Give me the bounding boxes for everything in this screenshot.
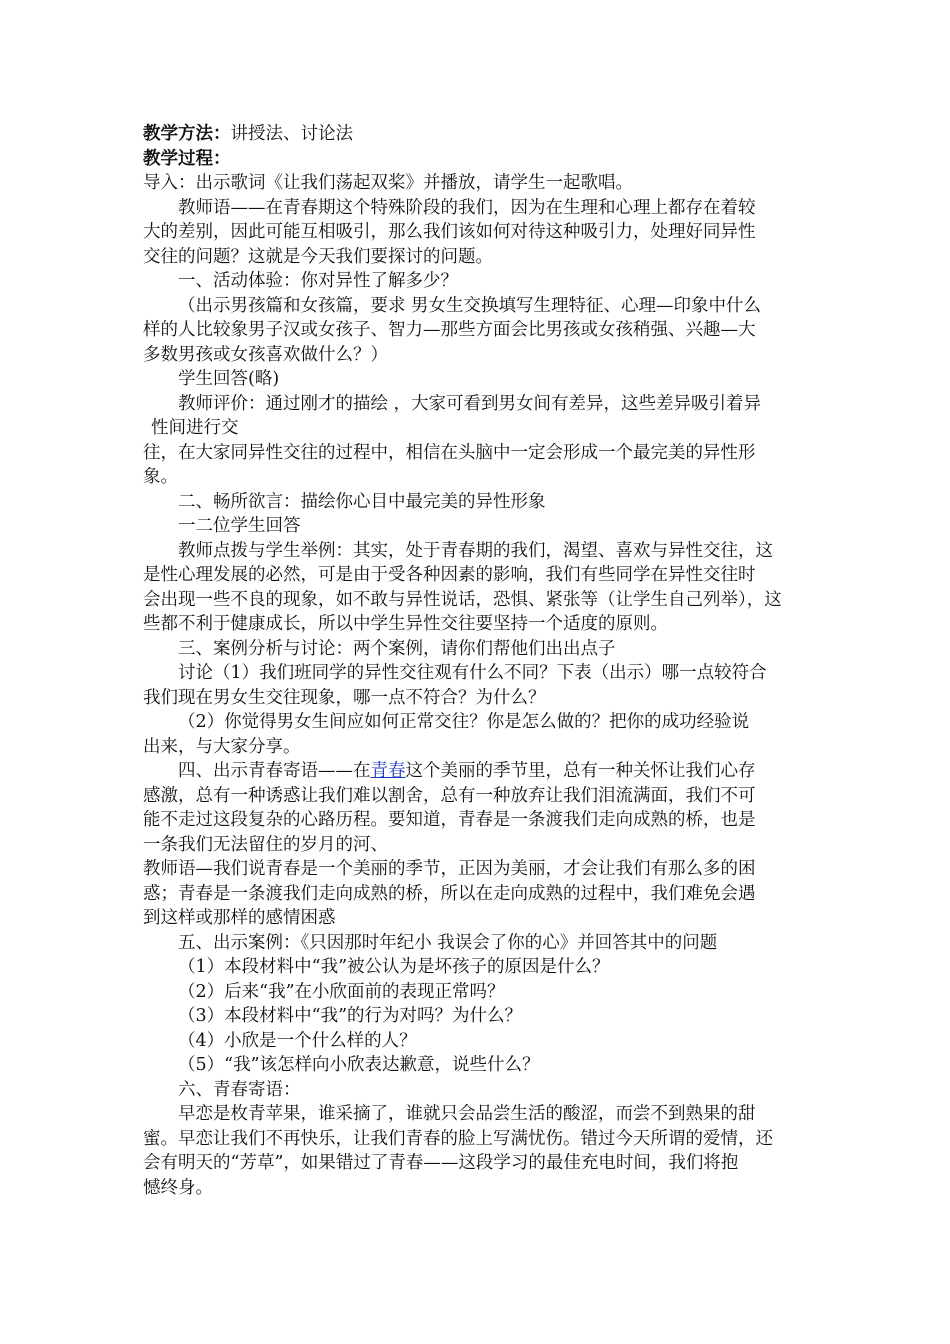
paragraph-line: 些都不利于健康成长，所以中学生异性交往要坚持一个适度的原则。 <box>143 614 668 634</box>
question-item: （1）本段材料中“我”被公认为是坏孩子的原因是什么？ <box>178 957 610 977</box>
paragraph-line: 教师语——在青春期这个特殊阶段的我们，因为在生理和心理上都存在着较 <box>178 197 756 218</box>
paragraph-line: 教师语—我们说青春是一个美丽的季节，正因为美丽，才会让我们有那么多的困 <box>143 859 756 879</box>
paragraph-line: 教师评价：通过刚才的描绘 ，大家可看到男女间有差异，这些差异吸引着异 <box>178 393 762 414</box>
section-heading-6: 六、青春寄语： <box>178 1079 301 1100</box>
teaching-method-line <box>143 122 811 147</box>
paragraph-line: 憾终身。 <box>143 1177 213 1198</box>
section-heading-4 <box>143 759 811 784</box>
question-item: （5）“我”该怎样向小欣表达歉意，说些什么？ <box>178 1055 540 1075</box>
paragraph-line: 大的差别，因此可能互相吸引，那么我们该如何对待这种吸引力，处理好同异性 <box>143 222 756 242</box>
paragraph-line: 我们现在男女生交往现象，哪一点不符合？为什么？ <box>143 687 546 708</box>
paragraph-line: 性间进行交 <box>151 418 239 438</box>
section-heading-5: 五、出示案例：《只因那时年纪小 我误会了你的心》并回答其中的问题 <box>178 932 718 953</box>
teaching-method-value: 讲授法、讨论法 <box>230 124 353 144</box>
paragraph-line: 教师点拨与学生举例：其实，处于青春期的我们，渴望、喜欢与异性交往，这 <box>178 540 773 561</box>
paragraph-line: （出示男孩篇和女孩篇，要求 男女生交换填写生理特征、心理—印象中什么 <box>178 295 762 316</box>
paragraph-line: 会出现一些不良的现象，如不敢与异性说话，恐惧、紧张等（让学生自己列举），这 <box>143 589 782 610</box>
paragraph-line: 能不走过这段复杂的心路历程。要知道，青春是一条渡我们走向成熟的桥，也是 <box>143 810 756 830</box>
paragraph-line: 往，在大家同异性交往的过程中，相信在头脑中一定会形成一个最完美的异性形 <box>143 442 756 463</box>
paragraph-line: 蜜。早恋让我们不再快乐，让我们青春的脸上写满忧伤。错过今天所谓的爱情，还 <box>143 1128 773 1149</box>
section-heading-1: 一、活动体验：你对异性了解多少？ <box>178 271 458 291</box>
paragraph-line: （2）你觉得男女生间应如何正常交往？你是怎么做的？把你的成功经验说 <box>178 712 750 732</box>
paragraph-line: 多数男孩或女孩喜欢做什么？） <box>143 344 388 365</box>
teaching-method-label: 教学方法： <box>143 124 231 144</box>
paragraph-line: 讨论（1）我们班同学的异性交往观有什么不同？下表（出示）哪一点较符合 <box>178 663 767 683</box>
question-item: （2）后来“我”在小欣面前的表现正常吗？ <box>178 981 505 1002</box>
section-heading-3: 三、案例分析与讨论：两个案例，请你们帮他们出出点子 <box>178 638 616 659</box>
qingchun-link[interactable]: 青春 <box>370 761 406 781</box>
question-item: （4）小欣是一个什么样的人？ <box>178 1030 417 1051</box>
section-heading-2: 二、畅所欲言：描绘你心目中最完美的异性形象 <box>178 491 546 512</box>
section-4-text-a: 四、出示青春寄语——在 <box>178 761 371 781</box>
paragraph-line: 一二位学生回答 <box>178 516 301 536</box>
paragraph-line: 是性心理发展的必然，可是由于受各种因素的影响，我们有些同学在异性交往时 <box>143 565 756 585</box>
paragraph-line: 会有明天的“芳草”，如果错过了青春——这段学习的最佳充电时间，我们将抱 <box>143 1153 739 1173</box>
paragraph-line: 早恋是枚青苹果，谁采摘了，谁就只会品尝生活的酸涩，而尝不到熟果的甜 <box>178 1104 756 1124</box>
question-item: （3）本段材料中“我”的行为对吗？为什么？ <box>178 1006 523 1026</box>
paragraph-line: 惑；青春是一条渡我们走向成熟的桥，所以在走向成熟的过程中，我们难免会遇 <box>143 883 756 904</box>
paragraph-line: 感激，总有一种诱惑让我们难以割舍，总有一种放弃让我们泪流满面，我们不可 <box>143 785 756 806</box>
paragraph-line: 交往的问题？这就是今天我们要探讨的问题。 <box>143 246 493 267</box>
paragraph-line: 出来，与大家分享。 <box>143 736 301 757</box>
intro-line: 导入：出示歌词《让我们荡起双桨》并播放，请学生一起歌唱。 <box>143 173 633 193</box>
paragraph-line: 样的人比较象男子汉或女孩子、智力—那些方面会比男孩或女孩稍强、兴趣—大 <box>143 320 756 340</box>
lesson-plan-page <box>143 122 811 1200</box>
paragraph-line: 象。 <box>143 467 178 487</box>
paragraph-line: 到这样或那样的感情困惑 <box>143 908 336 928</box>
paragraph-line: 学生回答(略) <box>178 369 280 389</box>
teaching-process-label: 教学过程： <box>143 148 231 169</box>
paragraph-line: 一条我们无法留住的岁月的河、 <box>143 834 388 855</box>
section-4-text-b: 这个美丽的季节里，总有一种关怀让我们心存 <box>405 761 756 781</box>
